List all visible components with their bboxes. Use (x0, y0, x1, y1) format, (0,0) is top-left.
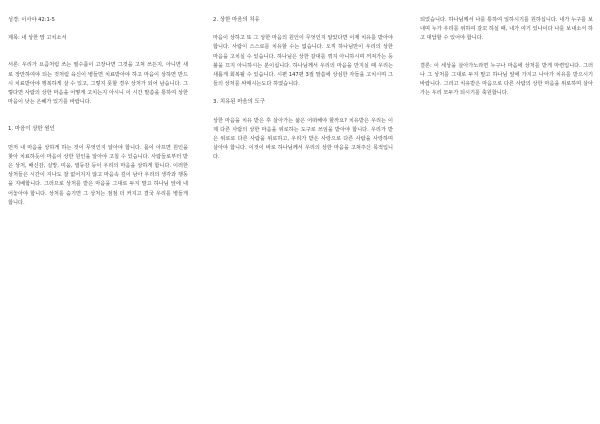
sermon-title: 제목: 내 상한 맘 고치소서 (8, 35, 67, 42)
introduction-paragraph: 서론: 우리가 요즘처럼 쓰는 필수품이 고장나면 그것을 고쳐 쓰든지, 아니면 새로 장만하여야 되는 것처럼 육신이 병들면 치료받아야 하고 마음이 상하면 반드시 치료받아야 행복하게 살 수 있고, 그렇지 못할 경우 상처가 되어 남습니다. 그렇다면 사람의 상한 마음을 어떻게 고치는지 아시니 이 시간 말씀을 통하여 상한 마음이 낫는 은혜가 있기를 바랍니다. (8, 62, 188, 106)
column-middle (213, 16, 393, 172)
section-1-body: 먼저 내 마음을 상하게 하는 것이 무엇인지 알아야 합니다. 몸이 아프면 원인을 찾아 치료하듯이 마음이 상한 원인을 알아야 고칠 수 있습니다. 사람들로부터 받은 상처, 배신감, 실망, 미움, 열등감 등이 우리의 마음을 상하게 합니다. 이러한 상처들은 시간이 지나도 잘 없어지지 않고 마음속 깊이 남아 우리의 생각과 행동을 지배합니다. 그러므로 상처를 받은 마음을 그대로 두지 말고 하나님 앞에 내어놓아야 합니다. 상처를 숨기면 그 상처는 점점 더 커지고 결국 우리를 병들게 합니다. (8, 144, 188, 206)
column-right (420, 16, 593, 107)
scripture-reference: 성경: 이사야 42:1-5 (8, 17, 55, 23)
section-1-heading: 1. 마음이 상한 원인 (8, 126, 55, 133)
section-3-continuation: 되었습니다. 하나님께서 나를 통하여 일하시기를 원하십니다. 내가 누구를 보내며 누가 우리를 위하여 갈꼬 하실 때, 내가 여기 있나이다 나를 보내소서 하고 대답할 수 있어야 합니다. (420, 17, 593, 42)
section-2-body: 마음이 상하고 또 그 상한 마음의 원인이 무엇인지 알았다면 이제 치유를 받아야 합니다. 사람이 스스로를 치유할 수는 없습니다. 오직 하나님만이 우리의 상한 마음을 고치실 수 있습니다. 하나님은 상한 갈대를 꺾지 아니하시며 꺼져가는 등불을 끄지 아니하시는 분이십니다. 하나님께서 우리의 마음을 만지실 때 우리는 새롭게 회복될 수 있습니다. 시편 147편 3절 말씀에 상심한 자들을 고치시며 그들의 상처를 싸매시는도다 하였습니다. (213, 35, 393, 88)
section-3-body: 상한 마음을 치유 받은 후 살아가는 삶은 어떠해야 할까요? 치유받은 우리는 이제 다른 사람의 상한 마음을 위로하는 도구로 쓰임을 받아야 합니다. 우리가 받은 위로로 다른 사람을 위로하고, 우리가 받은 사랑으로 다른 사람을 사랑하며 살아야 합니다. 이것이 바로 하나님께서 우리의 상한 마음을 고쳐주신 목적입니다. (213, 117, 393, 161)
column-left (8, 16, 188, 217)
section-2-heading: 2. 상한 마음의 치유 (213, 17, 260, 23)
conclusion-paragraph: 결론: 이 세상을 살아가노라면 누구나 마음에 상처를 받게 마련입니다. 그러나 그 상처를 그대로 두지 말고 하나님 앞에 가지고 나아가 치유를 받으시기 바랍니다. 그리고 치유받은 마음으로 다른 사람의 상한 마음을 위로하며 살아가는 우리 모두가 되시기를 축원합니다. (420, 62, 593, 97)
section-3-heading: 3. 치유된 마음의 도구 (213, 99, 265, 106)
